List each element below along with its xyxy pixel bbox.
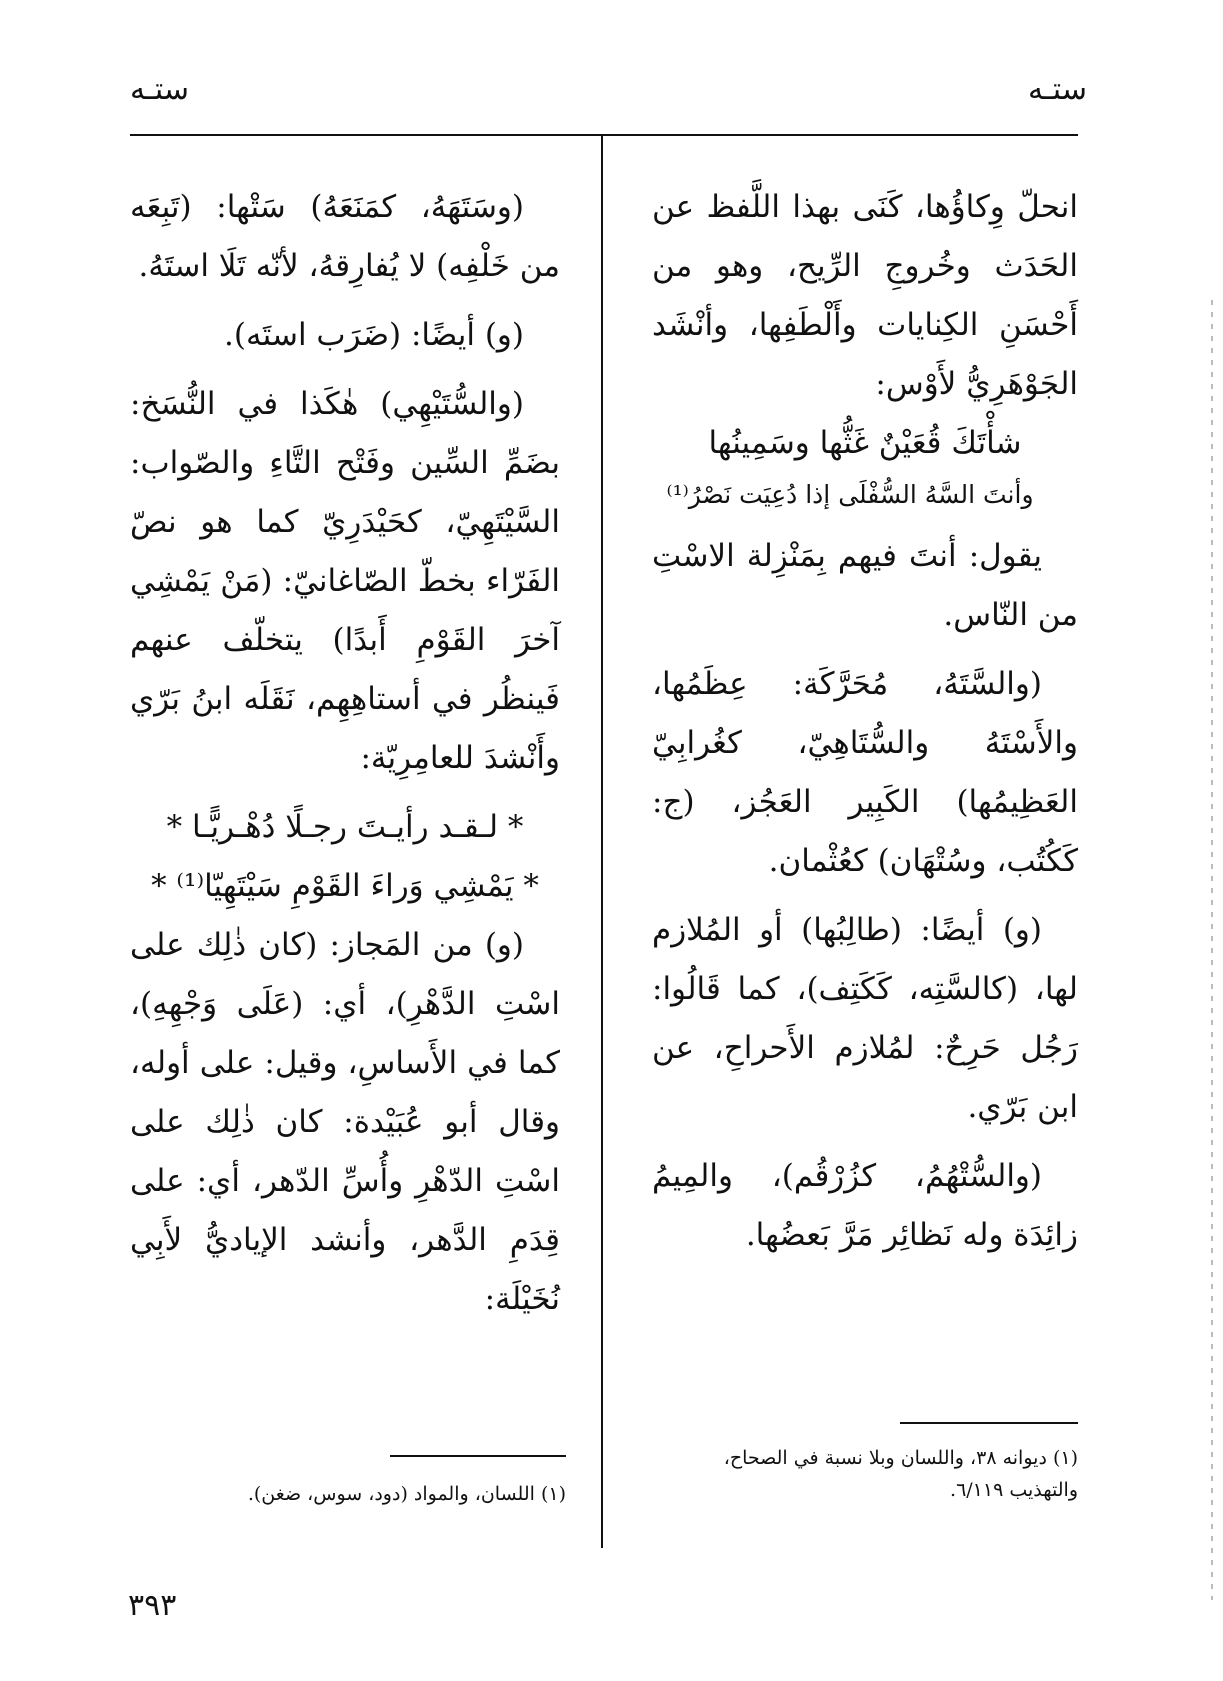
margin-dotted-line: [1211, 300, 1213, 1600]
column-divider: [601, 136, 603, 1548]
right-paragraph: (والسَّتَهُ، مُحَرَّكَة: عِظَمُها، والأَسْتَهُ والسُّتَاهِيّ، كغُرابِيّ العَظِيمُها) الكَبِير العَجُز، (ج: كَكُتُب، وسُتْهَان) كعُثْمان.: [652, 666, 1078, 879]
right-paragraph: انحلّ وِكاؤُها، كَنَى بهذا اللَّفظ عن الحَدَث وخُروجِ الرِّيح، وهو من أَحْسَنِ الكِنايات وأَلْطَفِها، وأنْشَد الجَوْهَرِيُّ لأَوْس:: [652, 189, 1078, 402]
left-column: [130, 178, 560, 1329]
running-header-right: ستـه: [1027, 72, 1087, 107]
right-paragraph: (والسُّتْهُمُ، كزُرْقُم)، والمِيمُ زائِدَة وله نَظائِر مَرَّ بَعضُها.: [652, 1158, 1078, 1253]
left-paragraph: (و) من المَجاز: (كان ذٰلِك على اسْتِ الدَّهْرِ)، أي: (عَلَى وَجْهِهِ)، كما في الأَساسِ، وقيل: على أوله، وقال أبو عُبَيْدة: كان ذٰلِك على اسْتِ الدّهْرِ وأُسِّ الدّهر، أي: على قِدَمِ الدَّهر، وأنشد الإياديُّ لأَبِي نُخَيْلَة:: [130, 927, 560, 1317]
left-paragraph: (والسُّتَيْهِي) هٰكَذا في النُّسَخ: بضَمِّ السِّين وفَتْح التَّاءِ والصّواب: السَّيْتَهِيّ، كحَيْدَرِيّ كما هو نصّ الفَرّاء بخطّ الصّاغانيّ: (مَنْ يَمْشِي آخرَ القَوْمِ أَبدًا) يتخلّف عنهم فَينظُر في أستاهِهِم، نَقَلَه ابنُ بَرّي وأَنْشدَ للعامِرِيّة:: [130, 386, 560, 776]
footnote-left: (١) اللسان، والمواد (دود، سوس، ضغن).: [247, 1483, 566, 1505]
footnote-rule-right: [900, 1422, 1078, 1424]
footnote-rule-left: [390, 1455, 566, 1457]
footnote-right: (١) ديوانه ٣٨، واللسان وبلا نسبة في الصحاح، والتهذيب ٦/١١٩.: [723, 1447, 1078, 1501]
right-verse-line-1: شأْتَكَ قُعَيْنٌ غَثُّها وسَمِينُها: [708, 425, 1022, 461]
left-verse-line-1: * لـقـد رأيـتَ رجـلًا دُهْـريًّـا *: [166, 809, 524, 845]
right-verse-line-2: وأنتَ السَّهُ السُّفْلَى إذا دُعِيَت نَصْرُ⁽¹⁾: [666, 480, 1034, 509]
page-number: ٣٩٣: [128, 1588, 177, 1623]
left-verse-line-2: * يَمْشِي وَراءَ القَوْمِ سَيْتَهِيّا⁽¹⁾ *: [151, 868, 539, 904]
running-header-left: ستـه: [130, 72, 190, 107]
left-paragraph: (و) أيضًا: (ضَرَب استَه).: [224, 317, 524, 353]
right-paragraph: (و) أيضًا: (طالِبُها) أو المُلازم لها، (كالسَّتِه، كَكَتِف)، كما قَالُوا: رَجُل حَرِحٌ: لمُلازم الأَحراحِ، عن ابن بَرّي.: [652, 912, 1078, 1125]
header-rule: [130, 134, 1078, 136]
right-column: [652, 178, 1078, 1265]
right-paragraph: يقول: أنتَ فيهم بِمَنْزِلة الاسْتِ من النّاس.: [652, 538, 1078, 633]
left-paragraph: (وسَتَهَهُ، كمَنَعَهُ) سَتْها: (تَبِعَه من خَلْفِه) لا يُفارِقهُ، لأنّه تَلَا استَهُ.: [130, 189, 560, 284]
